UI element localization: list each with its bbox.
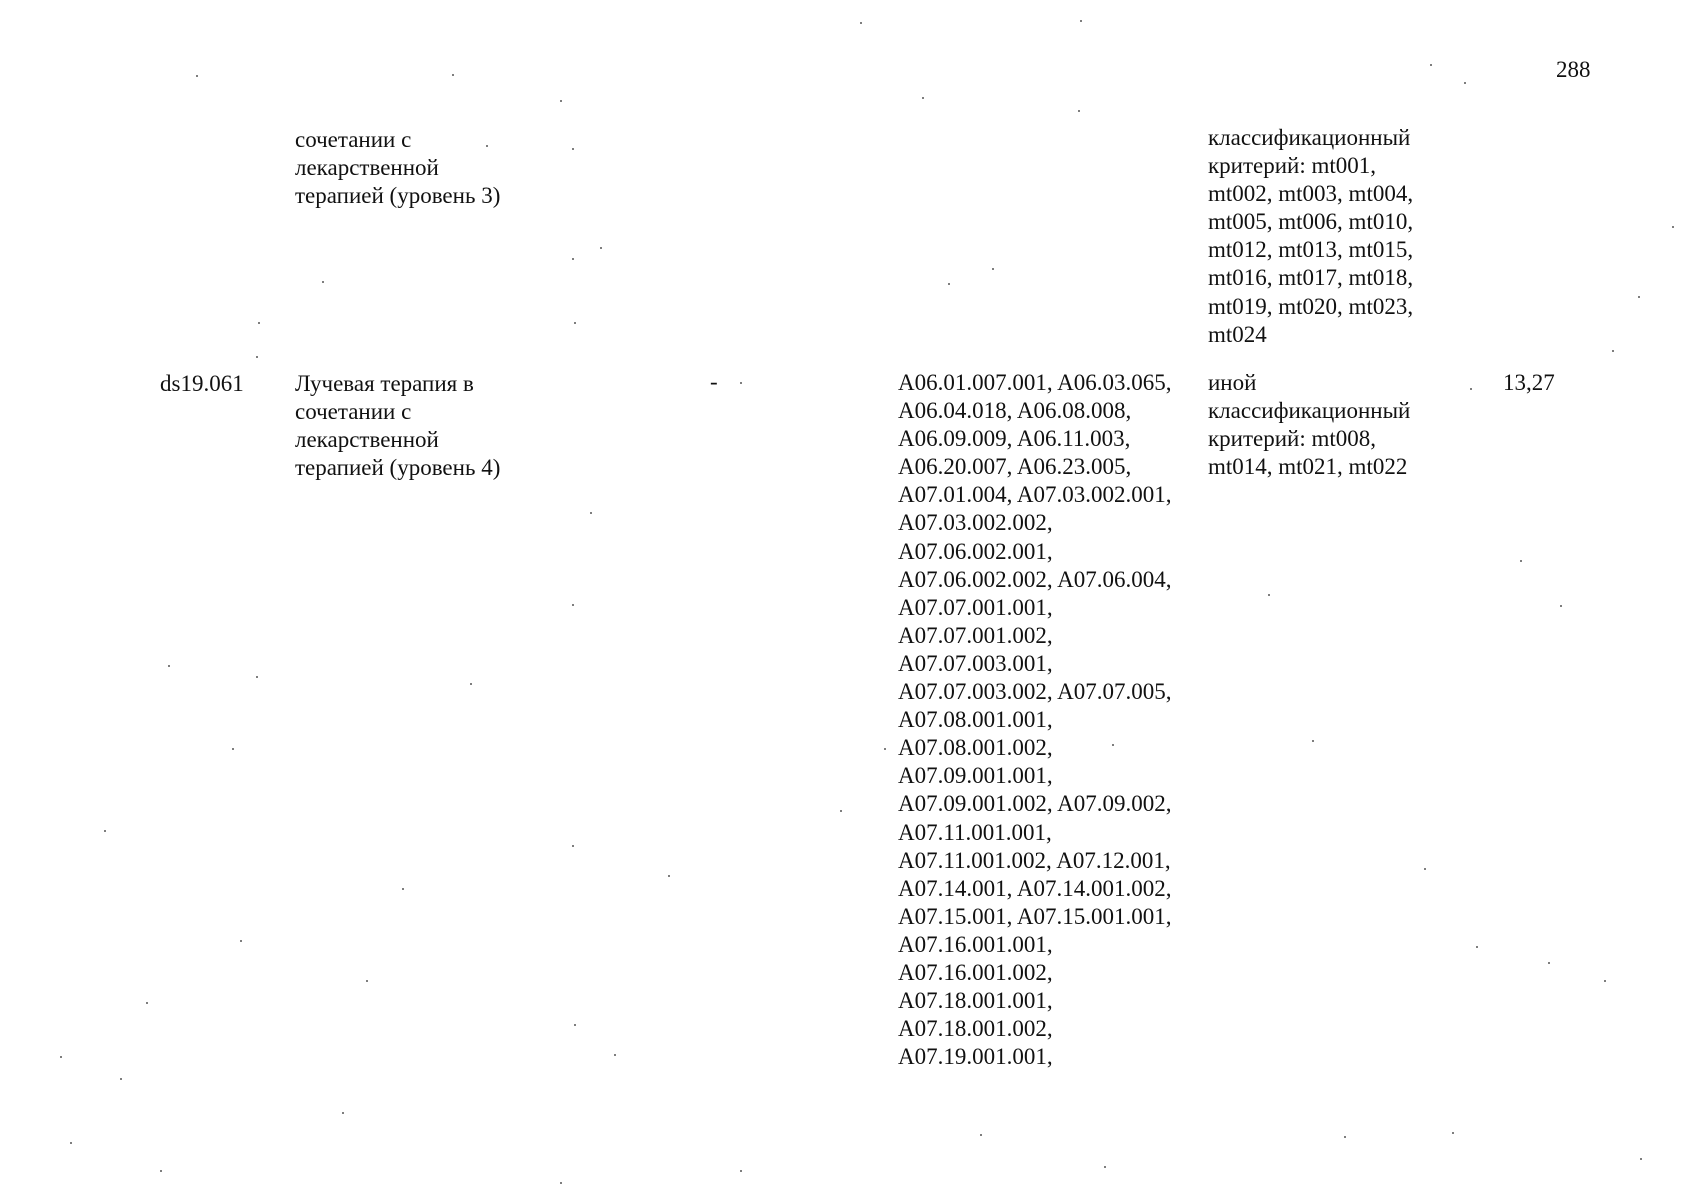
scan-speck [1476,946,1478,948]
scan-speck [240,940,242,942]
scan-speck [560,100,562,102]
scan-speck [452,74,454,76]
row-2-code-cell: ds19.061 [160,371,244,396]
row-1-criteria-line: mt002, mt003, mt004, [1208,181,1414,207]
row-2-service-line: A07.07.003.001, [898,650,1053,676]
row-2-name-line: сочетании с [295,399,412,425]
scan-speck [1424,868,1426,870]
row-1-name-line: лекарственной [295,155,439,181]
scan-speck [1560,605,1562,607]
scan-speck [60,1056,62,1058]
row-1-name-cell [295,126,500,210]
row-2-service-line: A07.07.001.002, [898,622,1053,648]
scan-speck [860,22,862,24]
scan-speck [470,683,472,685]
row-2-name-line: терапией (уровень 4) [295,455,501,481]
row-2-service-line: A07.16.001.001, [898,931,1053,957]
scan-speck [1078,110,1080,112]
row-1-criteria-line: mt016, mt017, mt018, [1208,265,1414,291]
scan-speck [1104,1166,1106,1168]
row-1-criteria-line: классификационный [1208,125,1411,150]
row-1-criteria-cell [1208,124,1413,349]
scan-speck [1604,980,1606,982]
scan-speck [196,75,198,77]
scan-speck [922,97,924,99]
scan-speck [256,676,258,678]
scan-speck [740,382,742,384]
scan-speck [600,247,602,249]
row-2-services-cell [898,369,1171,1071]
row-2-name-line: Лучевая терапия в [295,371,474,396]
scan-speck [572,148,574,150]
scan-speck [1452,1132,1454,1134]
row-2-service-line: A07.11.001.002, A07.12.001, [898,847,1171,873]
row-1-name-line: сочетании с [295,127,412,152]
row-2-service-line: A07.09.001.002, A07.09.002, [898,791,1172,817]
scan-speck [232,748,234,750]
row-2-service-line: A06.09.009, A06.11.003, [898,426,1131,452]
scan-speck [1430,64,1432,66]
row-2-service-line: A07.19.001.001, [898,1044,1053,1070]
row-1-criteria-line: mt024 [1208,321,1267,347]
row-2-service-line: A07.01.004, A07.03.002.001, [898,482,1172,508]
scan-speck [560,1182,562,1184]
row-2-service-line: A07.08.001.001, [898,707,1053,733]
row-2-criteria-line: mt014, mt021, mt022 [1208,454,1408,480]
row-2-service-line: A07.07.001.001, [898,594,1053,620]
scan-speck [402,888,404,890]
row-2-service-line: A07.08.001.002, [898,735,1053,761]
row-2-service-line: A07.16.001.002, [898,959,1053,985]
scan-speck [1344,1136,1346,1138]
scan-speck [168,665,170,667]
scan-speck [980,1134,982,1136]
row-2-service-line: A07.11.001.001, [898,819,1052,845]
scan-speck [740,1170,742,1172]
row-2-service-line: A07.09.001.001, [898,763,1053,789]
scan-speck [574,1024,576,1026]
scan-speck [1640,1158,1642,1160]
scan-speck [70,1142,72,1144]
page-number: 288 [1556,57,1591,82]
scan-speck [160,1170,162,1172]
scan-speck [572,845,574,847]
row-1-criteria-line: mt019, mt020, mt023, [1208,293,1414,319]
row-2-service-line: A07.14.001, A07.14.001.002, [898,875,1172,901]
row-2-service-line: A07.03.002.002, [898,510,1053,536]
scan-speck [104,830,106,832]
scan-speck [1520,560,1522,562]
row-1-criteria-line: mt005, mt006, mt010, [1208,209,1414,235]
row-2-name-line: лекарственной [295,427,439,453]
scan-speck [366,980,368,982]
scan-speck [1080,20,1082,22]
row-2-service-line: A06.04.018, A06.08.008, [898,398,1132,424]
scan-speck [1112,744,1114,746]
scan-speck [590,512,592,514]
scan-speck [1268,594,1270,596]
row-2-service-line: A07.07.003.002, A07.07.005, [898,679,1172,705]
row-2-service-line: A07.06.002.002, A07.06.004, [898,566,1172,592]
row-2-diagnosis-cell: - [710,369,718,394]
row-2-criteria-line: иной [1208,370,1257,395]
row-2-service-line: A06.01.007.001, A06.03.065, [898,370,1172,395]
row-2-service-line: A07.15.001, A07.15.001.001, [898,903,1172,929]
scan-speck [146,1002,148,1004]
scan-speck [1672,226,1674,228]
scan-speck [884,748,886,750]
scan-speck [1612,350,1614,352]
scan-speck [948,283,950,285]
scan-speck [120,1078,122,1080]
row-2-name-cell [295,370,500,482]
scan-speck [258,322,260,324]
scan-speck [572,604,574,606]
scan-speck [574,322,576,324]
scan-speck [486,145,488,147]
row-1-criteria-line: критерий: mt001, [1208,153,1377,179]
scan-speck [668,875,670,877]
scan-speck [256,356,258,358]
scan-speck [1548,962,1550,964]
row-2-service-line: A07.18.001.002, [898,1016,1053,1042]
row-2-service-line: A07.06.002.001, [898,538,1053,564]
row-1-criteria-line: mt012, mt013, mt015, [1208,237,1414,263]
scan-speck [840,810,842,812]
row-2-service-line: A06.20.007, A06.23.005, [898,454,1132,480]
row-2-coefficient-cell: 13,27 [1503,370,1555,395]
scan-speck [992,268,994,270]
scan-speck [572,258,574,260]
row-1-name-line: терапией (уровень 3) [295,183,501,209]
scan-speck [1312,740,1314,742]
row-2-criteria-line: критерий: mt008, [1208,426,1377,452]
scan-speck [614,1054,616,1056]
scan-speck [1638,296,1640,298]
scan-speck [1464,82,1466,84]
row-2-service-line: A07.18.001.001, [898,988,1053,1014]
scan-speck [342,1112,344,1114]
scan-speck [1470,388,1472,390]
row-2-criteria-line: классификационный [1208,398,1411,424]
scan-speck [322,281,324,283]
row-2-criteria-cell [1208,369,1410,481]
